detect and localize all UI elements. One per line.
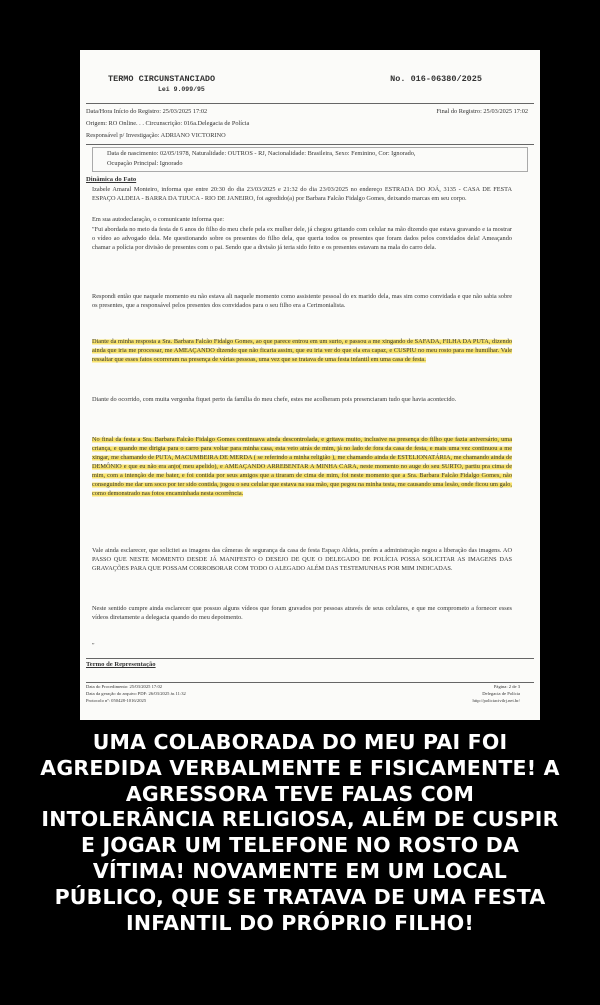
- paragraph-abordagem: "Fui abordada no meio da festa de 6 anos do filho do meu chefe pela ex mulher dele, já chegou gritando com celular na mão dizendo que estava gravando e ia mostrar o vídeo ao advogado dela. Me questionando sobre os presentes do filho dela, que queria todos os presentes que foram dados pelos convidados dela! Ameaçando chamar a polícia por divisão de presentes com o pai. Sendo que a divisão já teria sido feito e os presentes estavam na mala do carro dela.: [92, 226, 512, 251]
- law-reference: Lei 9.099/95: [158, 86, 205, 93]
- section-title-dinamica: Dinâmica do Fato: [86, 176, 137, 183]
- footer-procedure-date: Data do Procedimento: 25/03/2025 17:02: [86, 684, 163, 689]
- footer-url: http://policiacivilrj.net.br/: [472, 697, 520, 703]
- divider: [86, 144, 534, 145]
- footer-divider: [86, 682, 534, 683]
- police-report-document: [80, 50, 540, 720]
- person-info-box: [92, 147, 528, 172]
- paragraph-final-festa: [92, 436, 512, 499]
- paragraph-cameras: Vale ainda esclarecer, que solicitei as imagens das câmeras de segurança da casa de festa Espaço Aldeia, porém a administração negou a liberação das imagens. AO PASSO QUE NESTE MOMENTO DESDE JÁ MANIFESTO O DESEJO DE QUE O DELEGADO DE POLÍCIA POSSA SOLICITAR AS IMAGENS DAS GRAVAÇÕES PARA QUE POSSAM CORROBORAR COM TODO O ALEGADO ALÉM DAS TESTEMUNHAS POR MIM INDICADAS.: [92, 547, 512, 572]
- footer-page: Página: 2 de 3: [493, 684, 520, 689]
- footer-right: [473, 684, 520, 705]
- paragraph-vergonha: Diante do ocorrido, com muita vergonha fiquei perto da família do meu chefe, estes me acolheram pois presenciaram tudo que havia acontecido.: [92, 396, 457, 403]
- paragraph-videos: Neste sentido cumpre ainda esclarecer que possuo alguns vídeos que foram gravados por pessoas através de seus celulares, e que me comprometo a fornecer esses vídeos diretamente a delegacia quando do meu depoimento.: [92, 605, 512, 621]
- closing-quote: ": [92, 642, 95, 649]
- person-info-line2: Ocupação Principal: Ignorado: [107, 160, 183, 167]
- highlighted-text: Diante da minha resposta a Sra. Barbara Falcão Fidalgo Gomes, ao que parece entrou em um surto, e passou a me xingando de SAFADA, FILHA DA PUTA, dizendo ainda que iria me processar, me AMEAÇANDO dizendo que não ficaria assim, que eu iria ver do que ela era capaz, e CUSPIU no meu rosto para me humilhar. Vale ressaltar que esses fatos ocorreram na presença de várias pessoas, uma vez que se tratava de uma festa infantil em uma casa de festa.: [92, 338, 512, 363]
- story-caption: UMA COLABORADA DO MEU PAI FOI AGREDIDA VERBALMENTE E FISICAMENTE! A AGRESSORA TEVE FALAS COM INTOLERÂNCIA RELIGIOSA, ALÉM DE CUSPIR E JOGAR UM TELEFONE NO ROSTO DA VÍTIMA! NOVAMENTE EM UM LOCAL PÚBLICO, QUE SE TRATAVA DE UMA FESTA INFANTIL DO PRÓPRIO FILHO!: [40, 730, 560, 935]
- divider: [86, 658, 534, 659]
- paragraph-resposta: Respondi então que naquele momento eu não estava ali naquele momento como assistente pessoal do ex marido dela, mas sim como convidada e que não sabia sobre os presentes, que a responsável pelos presentes dos convidados para o seu filho era a Cerimonialista.: [92, 293, 512, 309]
- document-header: [80, 70, 540, 100]
- document-title: TERMO CIRCUNSTANCIADO: [108, 74, 216, 84]
- paragraph-xingamentos: [92, 338, 512, 365]
- highlighted-text: No final da festa a Sra. Barbara Falcão Fidalgo Gomes continuava ainda descontrolada, e gritava muito, inclusive na presença do filho que fazia aniversário, uma criança, e quando me dirigia para o carro para voltar para minha casa, esta veio atrás de mim, já no lado de fora da casa de festa, e mais uma vez continuou a me xingar, me chamando de PUTA, MACUMBEIRA DE MERDA ( se referindo a minha religião ), me chamando ainda de ESTELIONATÁRIA, me chamando ainda de DEMÔNIO e que eu não era anjo( meu apelido), e AMEAÇANDO ARREBENTAR A MINHA CARA, neste momento no auge do seu SURTO, partiu pra cima de mim, com a intenção de me bater, e foi contida por seus amigos que a tiraram de cima de mim, foi neste momento que a Sra. Barbara Falcão Fidalgo Gomes, não conseguindo me dar um soco por ter sido contida, jogou o seu celular que estava na sua mão, que pegou na minha testa, me causando uma lesão, onde ficou um galo, como demonstrado nas fotos encaminhada nesta ocorrência.: [92, 436, 512, 497]
- document-number: No. 016-06380/2025: [390, 74, 482, 84]
- footer-protocol: Protocolo nº: 050428-1016/2025: [86, 697, 147, 703]
- divider: [86, 103, 534, 104]
- footer-pdf-date: Data da geração do arquivo PDF: 26/03/2025 às 11:32: [86, 690, 186, 696]
- footer-left: [86, 684, 186, 705]
- end-datetime: Final do Registro: 25/03/2025 17:02: [436, 108, 528, 115]
- person-info-line1: Data de nascimento: 02/05/1978, Naturalidade: OUTROS - RJ, Nacionalidade: Brasileira, Sexo: Feminino, Cor: Ignorado,: [107, 150, 416, 157]
- responsible-line: Responsável p/ Investigação: ADRIANO VICTORINO: [86, 132, 226, 139]
- paragraph-autodeclaracao: Em sua autodeclaração, o comunicante informa que:: [92, 216, 225, 223]
- origin-line: Origem: RO Online. . . Circunscrição: 016a.Delegacia de Polícia: [86, 120, 250, 127]
- footer-agency: Delegacia de Polícia: [482, 690, 520, 696]
- paragraph-intro: Izabele Amaral Monteiro, informa que entre 20:30 do dia 23/03/2025 e 21:32 do dia 23/03/2025 no endereço ESTRADA DO JOÁ, 3135 - CASA DE FESTA ESPAÇO ALDEIA - BARRA DA TIJUCA - RIO DE JANEIRO, foi agredido(a) por Barbara Falcão Fidalgo Gomes, deixando marcas em seu corpo.: [92, 186, 512, 202]
- start-datetime: Data/Hora Início do Registro: 25/03/2025 17:02: [86, 108, 208, 115]
- section-title-representacao: Termo de Representação: [86, 661, 156, 668]
